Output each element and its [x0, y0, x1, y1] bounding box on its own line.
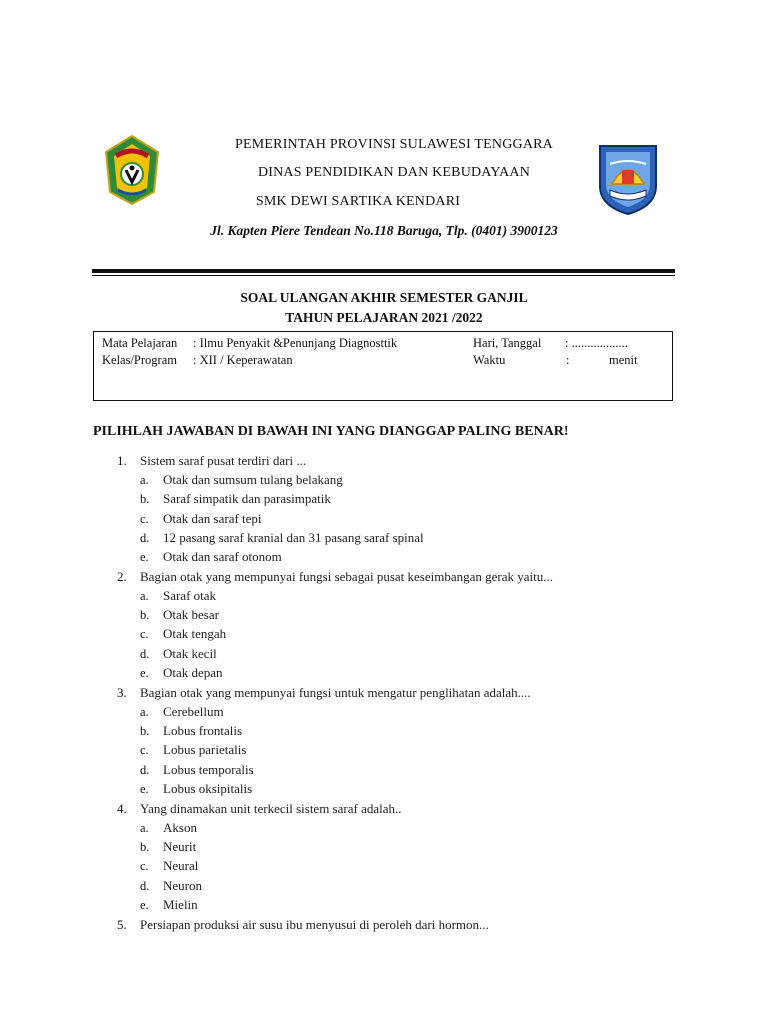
- instruction: PILIHLAH JAWABAN DI BAWAH INI YANG DIANGGAP PALING BENAR!: [93, 424, 569, 439]
- option-text: Saraf simpatik dan parasimpatik: [163, 491, 331, 506]
- option-letter: d.: [140, 647, 150, 661]
- time-unit: menit: [609, 353, 638, 367]
- question-text: Sistem saraf pusat terdiri dari ...: [140, 453, 307, 468]
- option-text: 12 pasang saraf kranial dan 31 pasang saraf spinal: [163, 530, 424, 545]
- option-letter: b.: [140, 724, 150, 738]
- option-text: Mielin: [163, 897, 198, 912]
- option-letter: e.: [140, 666, 149, 680]
- question-text: Yang dinamakan unit terkecil sistem saraf adalah..: [140, 801, 402, 816]
- header-department: DINAS PENDIDIKAN DAN KEBUDAYAAN: [257, 165, 531, 180]
- option-text: Neuron: [163, 878, 202, 893]
- header-address: Jl. Kapten Piere Tendean No.118 Baruga, Tlp. (0401) 3900123: [210, 223, 558, 238]
- option-text: Lobus frontalis: [163, 723, 243, 738]
- option-text: Cerebellum: [163, 704, 224, 719]
- option-text: Neurit: [163, 839, 197, 854]
- question-text: Bagian otak yang mempunyai fungsi sebagai pusat keseimbangan gerak yaitu...: [140, 569, 553, 584]
- option-letter: c.: [140, 743, 149, 757]
- option-letter: a.: [140, 589, 149, 603]
- header-government: PEMERINTAH PROVINSI SULAWESI TENGGARA: [235, 137, 553, 152]
- option-text: Akson: [163, 820, 197, 835]
- question-number: 4.: [117, 801, 127, 816]
- option-text: Lobus parietalis: [163, 742, 247, 757]
- option-text: Otak depan: [163, 665, 223, 680]
- option-letter: d.: [140, 763, 150, 777]
- subject-label: Mata Pelajaran: [102, 336, 178, 350]
- option-text: Otak besar: [163, 607, 219, 622]
- option-text: Otak kecil: [163, 646, 217, 661]
- option-text: Otak dan saraf otonom: [163, 549, 282, 564]
- date-label: Hari, Tanggal: [473, 336, 542, 350]
- date-value: : ..................: [565, 336, 628, 350]
- time-label: Waktu: [473, 353, 506, 367]
- question-number: 1.: [117, 453, 127, 468]
- subject-value: : Ilmu Penyakit &Penunjang Diagnosttik: [193, 336, 398, 350]
- option-letter: d.: [140, 531, 150, 545]
- header-school: SMK DEWI SARTIKA KENDARI: [255, 194, 461, 209]
- option-letter: c.: [140, 627, 149, 641]
- option-letter: e.: [140, 550, 149, 564]
- option-letter: d.: [140, 879, 150, 893]
- option-text: Neural: [163, 858, 199, 873]
- option-text: Otak tengah: [163, 626, 227, 641]
- option-letter: a.: [140, 821, 149, 835]
- question-text: Bagian otak yang mempunyai fungsi untuk mengatur penglihatan adalah....: [140, 685, 531, 700]
- option-letter: b.: [140, 840, 150, 854]
- option-text: Saraf otak: [163, 588, 217, 603]
- option-letter: c.: [140, 512, 149, 526]
- exam-year: TAHUN PELAJARAN 2021 /2022: [285, 310, 483, 325]
- exam-title: SOAL ULANGAN AKHIR SEMESTER GANJIL: [240, 290, 528, 305]
- option-letter: e.: [140, 782, 149, 796]
- option-text: Otak dan sumsum tulang belakang: [163, 472, 343, 487]
- option-letter: e.: [140, 898, 149, 912]
- option-letter: a.: [140, 705, 149, 719]
- option-text: Lobus oksipitalis: [163, 781, 253, 796]
- question-number: 5.: [117, 917, 127, 932]
- question-number: 2.: [117, 569, 127, 584]
- header-divider-thick: [92, 269, 675, 273]
- option-text: Lobus temporalis: [163, 762, 254, 777]
- class-label: Kelas/Program: [102, 353, 177, 367]
- option-letter: a.: [140, 473, 149, 487]
- question-text: Persiapan produksi air susu ibu menyusui di peroleh dari hormon...: [140, 917, 489, 932]
- question-number: 3.: [117, 685, 127, 700]
- option-text: Otak dan saraf tepi: [163, 511, 262, 526]
- option-letter: c.: [140, 859, 149, 873]
- header-divider-thin: [92, 275, 675, 276]
- option-letter: b.: [140, 608, 150, 622]
- option-letter: b.: [140, 492, 150, 506]
- class-value: : XII / Keperawatan: [193, 353, 293, 367]
- time-colon: :: [566, 353, 570, 367]
